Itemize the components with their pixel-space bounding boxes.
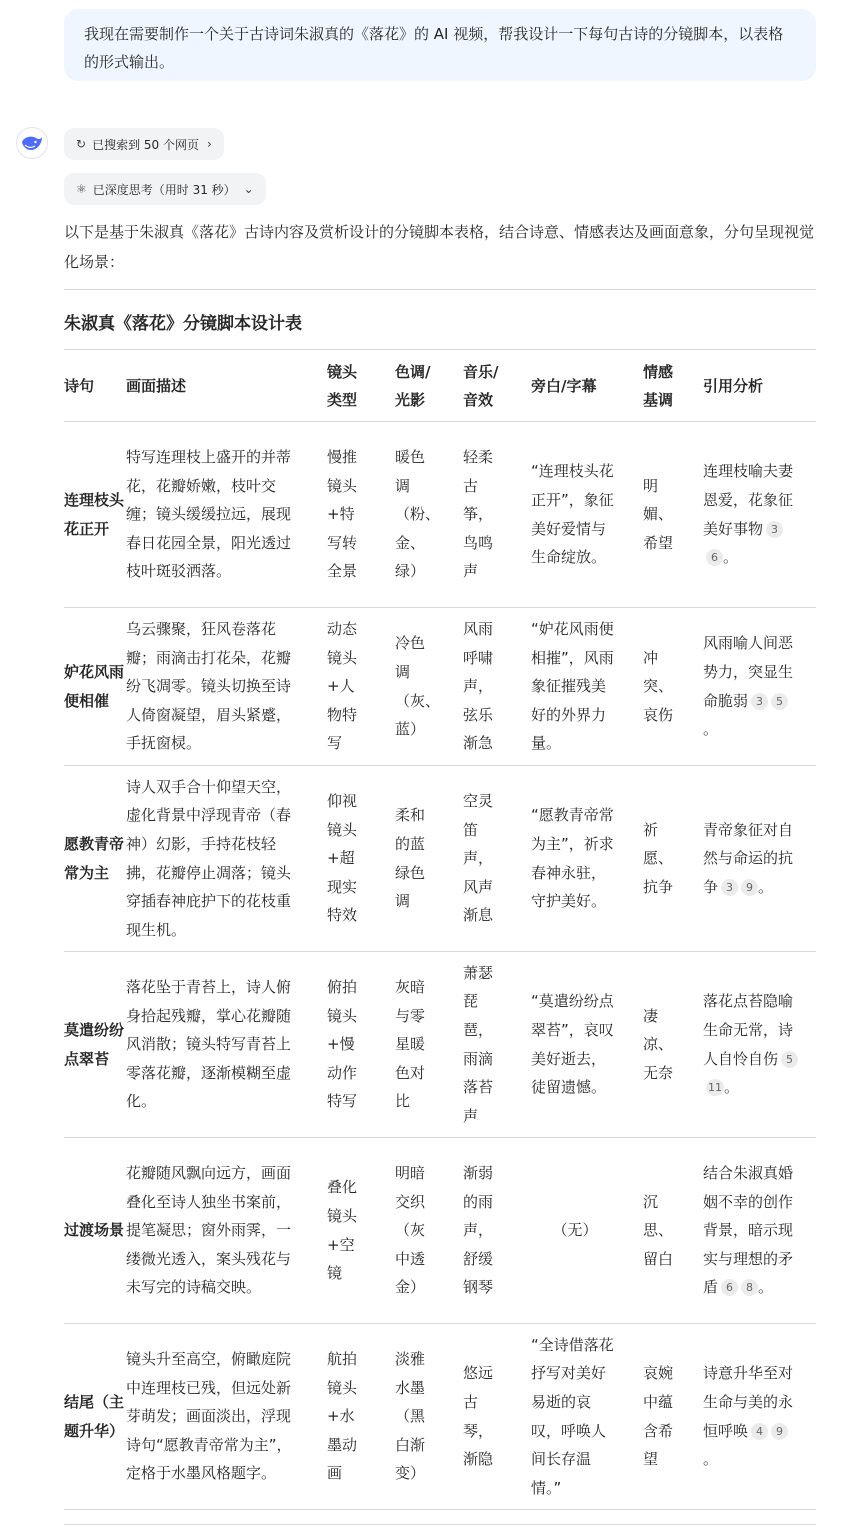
music-cell: 风雨呼啸声，弦乐渐急: [463, 608, 531, 766]
search-results-label: 已搜索到 50 个网页: [92, 137, 199, 152]
table-header-row: [64, 350, 816, 422]
refresh-search-icon: ↻: [76, 137, 87, 151]
table-row: [64, 422, 816, 608]
whale-logo-icon: [21, 134, 43, 152]
shot-type-cell: 慢推镜头+特写转全景: [327, 422, 395, 608]
poem-cell: 妒花风雨便相催: [64, 608, 126, 766]
intro-paragraph: 以下是基于朱淑真《落花》古诗内容及赏析设计的分镜脚本表格，结合诗意、情感表达及画面意象，分句呈现视觉化场景：: [64, 223, 815, 271]
tone-cell: 冷色调（灰、蓝）: [395, 608, 463, 766]
poem-cell: 愿教青帝常为主: [64, 766, 126, 952]
analysis-end-punct: 。: [724, 1078, 740, 1097]
poem-cell: 结尾（主题升华）: [64, 1324, 126, 1510]
citation-badge[interactable]: 11: [708, 1081, 722, 1095]
poem-cell: 过渡场景: [64, 1138, 126, 1324]
shot-type-cell: 动态镜头+人物特写: [327, 608, 395, 766]
deep-thinking-label: 已深度思考（用时 31 秒）: [92, 182, 236, 197]
analysis-cell: [703, 952, 816, 1138]
analysis-cell: [703, 1324, 816, 1510]
analysis-text: 诗意升华至对生命与美的永恒呼唤: [703, 1364, 794, 1440]
tone-cell: 柔和的蓝绿色调: [395, 766, 463, 952]
narration-cell: “愿教青帝常为主”，祈求春神永驻，守护美好。: [531, 766, 643, 952]
header-narration: 旁白/字幕: [531, 350, 643, 422]
header-mood: 情感基调: [643, 350, 703, 422]
citation-badge[interactable]: 3: [721, 879, 738, 896]
mood-cell: 祈愿、抗争: [643, 766, 703, 952]
analysis-text: 结合朱淑真婚姻不幸的创作背景，暗示现实与理想的矛盾: [703, 1164, 794, 1297]
citation-badge[interactable]: 3: [766, 521, 783, 538]
tone-cell: 灰暗与零星暖色对比: [395, 952, 463, 1138]
citation-badge[interactable]: 9: [741, 879, 758, 896]
narration-cell: “莫遣纷纷点翠苔”，哀叹美好逝去，徒留遗憾。: [531, 952, 643, 1138]
mood-cell: 沉思、留白: [643, 1138, 703, 1324]
poem-cell: 莫遣纷纷点翠苔: [64, 952, 126, 1138]
analysis-end-punct: 。: [758, 877, 774, 896]
assistant-avatar: [16, 127, 48, 159]
header-tone: 色调/光影: [395, 350, 463, 422]
analysis-text: 落花点苔隐喻生命无常，诗人自怜自伤: [703, 992, 794, 1068]
thinking-atom-icon: ⚛: [76, 182, 87, 196]
description-cell: 镜头升至高空，俯瞰庭院中连理枝已残，但远处新芽萌发；画面淡出，浮现诗句“愿教青帝常为主”，定格于水墨风格题字。: [126, 1324, 327, 1510]
analysis-text: 连理枝喻夫妻恩爱，花象征美好事物: [703, 462, 794, 538]
analysis-end-punct: 。: [703, 1450, 719, 1469]
table-row: [64, 608, 816, 766]
header-analysis: 引用分析: [703, 350, 816, 422]
music-cell: 悠远古琴，渐隐: [463, 1324, 531, 1510]
shot-type-cell: 航拍镜头+水墨动画: [327, 1324, 395, 1510]
narration-cell: “连理枝头花正开”，象征美好爱情与生命绽放。: [531, 422, 643, 608]
analysis-end-punct: 。: [723, 548, 739, 567]
narration-cell: （无）: [531, 1138, 643, 1324]
tone-cell: 明暗交织（灰中透金）: [395, 1138, 463, 1324]
chevron-right-icon: ›: [206, 137, 212, 151]
description-cell: 特写连理枝上盛开的并蒂花，花瓣娇嫩，枝叶交缠；镜头缓缓拉远，展现春日花园全景，阳光透过枝叶斑驳洒落。: [126, 422, 327, 608]
analysis-cell: [703, 422, 816, 608]
poem-cell: 连理枝头花正开: [64, 422, 126, 608]
divider-bottom: [64, 1524, 816, 1525]
search-results-pill[interactable]: [64, 128, 224, 160]
description-cell: 落花坠于青苔上，诗人俯身拾起残瓣，掌心花瓣随风消散；镜头特写青苔上零落花瓣，逐渐模糊至虚化。: [126, 952, 327, 1138]
table-row: [64, 766, 816, 952]
mood-cell: 哀婉中蕴含希望: [643, 1324, 703, 1510]
table-title: 朱淑真《落花》分镜脚本设计表: [64, 314, 302, 334]
header-poem: 诗句: [64, 350, 126, 422]
citation-badge[interactable]: 5: [781, 1051, 798, 1068]
music-cell: 轻柔古筝，鸟鸣声: [463, 422, 531, 608]
citation-badge[interactable]: 5: [771, 693, 788, 710]
chevron-down-icon: ⌄: [243, 182, 254, 196]
analysis-end-punct: 。: [758, 1278, 774, 1297]
analysis-text: 青帝象征对自然与命运的抗争: [703, 820, 794, 896]
mood-cell: 冲突、哀伤: [643, 608, 703, 766]
header-music: 音乐/音效: [463, 350, 531, 422]
citation-badge[interactable]: 9: [771, 1423, 788, 1440]
user-message-text: 我现在需要制作一个关于古诗词朱淑真的《落花》的 AI 视频，帮我设计一下每句古诗的分镜脚本，以表格的形式输出。: [84, 25, 784, 71]
music-cell: 渐弱的雨声，舒缓钢琴: [463, 1138, 531, 1324]
narration-cell: “全诗借落花抒写对美好易逝的哀叹，呼唤人间长存温情。”: [531, 1324, 643, 1510]
analysis-cell: [703, 608, 816, 766]
table-row: [64, 1324, 816, 1510]
citation-badge[interactable]: 6: [706, 549, 723, 566]
citation-badge[interactable]: 8: [741, 1279, 758, 1296]
deep-thinking-pill[interactable]: [64, 173, 266, 205]
user-message-bubble: [64, 9, 816, 81]
description-cell: 乌云骤聚，狂风卷落花瓣；雨滴击打花朵，花瓣纷飞凋零。镜头切换至诗人倚窗凝望，眉头紧蹙，手抚窗棂。: [126, 608, 327, 766]
tone-cell: 暖色调（粉、金、绿）: [395, 422, 463, 608]
mood-cell: 明媚、希望: [643, 422, 703, 608]
description-cell: 诗人双手合十仰望天空，虚化背景中浮现青帝（春神）幻影，手持花枝轻拂，花瓣停止凋落；镜头穿插春神庇护下的花枝重现生机。: [126, 766, 327, 952]
analysis-cell: [703, 766, 816, 952]
header-shot: 镜头类型: [327, 350, 395, 422]
analysis-cell: [703, 1138, 816, 1324]
divider-top: [64, 289, 816, 290]
table-row: [64, 952, 816, 1138]
shot-type-cell: 俯拍镜头+慢动作特写: [327, 952, 395, 1138]
analysis-text: 风雨喻人间恶势力，突显生命脆弱: [703, 634, 794, 710]
storyboard-table: [64, 349, 816, 1510]
narration-cell: “妒花风雨便相摧”，风雨象征摧残美好的外界力量。: [531, 608, 643, 766]
shot-type-cell: 仰视镜头+超现实特效: [327, 766, 395, 952]
tone-cell: 淡雅水墨（黑白渐变）: [395, 1324, 463, 1510]
mood-cell: 凄凉、无奈: [643, 952, 703, 1138]
shot-type-cell: 叠化镜头+空镜: [327, 1138, 395, 1324]
header-description: 画面描述: [126, 350, 327, 422]
description-cell: 花瓣随风飘向远方，画面叠化至诗人独坐书案前，提笔凝思；窗外雨霁，一缕微光透入，案头残花与未写完的诗稿交映。: [126, 1138, 327, 1324]
music-cell: 空灵笛声，风声渐息: [463, 766, 531, 952]
citation-badge[interactable]: 3: [751, 693, 768, 710]
music-cell: 萧瑟琵琶，雨滴落苔声: [463, 952, 531, 1138]
citation-badge[interactable]: 4: [751, 1423, 768, 1440]
analysis-end-punct: 。: [703, 720, 719, 739]
citation-badge[interactable]: 6: [721, 1279, 738, 1296]
table-row: [64, 1138, 816, 1324]
